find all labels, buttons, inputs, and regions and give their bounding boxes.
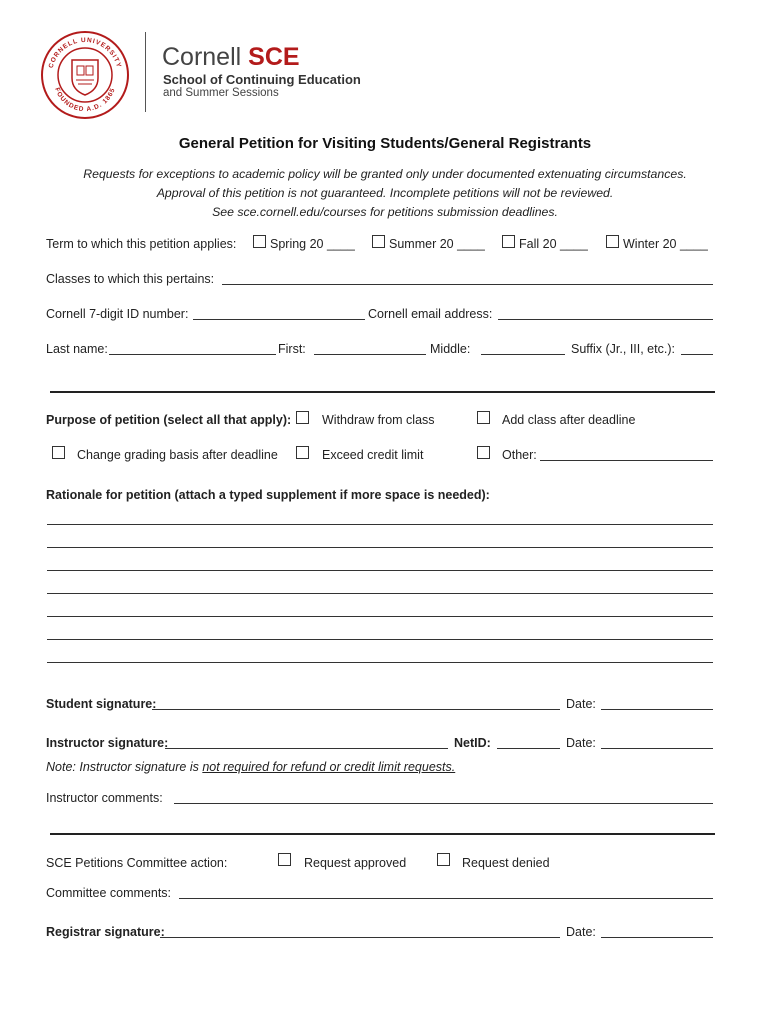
summer-option: Summer 20 ____ — [389, 237, 485, 251]
last-name-field[interactable] — [109, 354, 276, 355]
suffix-field[interactable] — [681, 354, 713, 355]
seal-top-text: CORNELL UNIVERSITY — [47, 36, 123, 69]
email-label: Cornell email address: — [368, 307, 493, 321]
registrar-date-label: Date: — [566, 925, 596, 939]
rationale-line-3[interactable] — [47, 570, 713, 571]
denied-option: Request denied — [462, 856, 550, 870]
spring-option: Spring 20 ____ — [270, 237, 355, 251]
committee-comments-label: Committee comments: — [46, 886, 172, 900]
purpose-label: Purpose of petition (select all that apply): — [46, 413, 292, 427]
form-title: General Petition for Visiting Students/General Registrants — [178, 135, 592, 152]
instructor-date-label: Date: — [566, 736, 596, 750]
committee-comments-field[interactable] — [179, 898, 713, 899]
withdraw-option: Withdraw from class — [322, 413, 435, 427]
instructor-comments-field[interactable] — [174, 803, 713, 804]
credit-limit-checkbox[interactable] — [296, 446, 309, 459]
fall-option: Fall 20 ____ — [519, 237, 588, 251]
withdraw-checkbox[interactable] — [296, 411, 309, 424]
credit-limit-option: Exceed credit limit — [322, 448, 424, 462]
rationale-line-6[interactable] — [47, 639, 713, 640]
instructor-note — [46, 760, 455, 774]
middle-name-field[interactable] — [481, 354, 565, 355]
winter-checkbox[interactable] — [606, 235, 619, 248]
other-option: Other: — [502, 448, 537, 462]
instructor-signature-label: Instructor signature: — [46, 736, 169, 750]
intro-line-1: Requests for exceptions to academic policy will be granted only under documented extenuating circumstances. — [83, 167, 687, 181]
note-prefix: Note: Instructor signature is — [46, 760, 203, 774]
classes-label: Classes to which this pertains: — [46, 272, 215, 286]
brand-wordmark — [162, 44, 300, 70]
school-line: School of Continuing Education — [163, 72, 361, 87]
instructor-date-field[interactable] — [601, 748, 713, 749]
approved-checkbox[interactable] — [278, 853, 291, 866]
rationale-line-7[interactable] — [47, 662, 713, 663]
seal-bottom-text: FOUNDED A.D. 1865 — [53, 86, 117, 114]
section-divider-2 — [50, 833, 715, 835]
netid-label: NetID: — [454, 736, 491, 750]
first-name-field[interactable] — [314, 354, 426, 355]
cornell-seal — [40, 30, 130, 120]
other-field[interactable] — [540, 460, 713, 461]
logo-divider — [145, 32, 146, 112]
rationale-line-5[interactable] — [47, 616, 713, 617]
rationale-line-4[interactable] — [47, 593, 713, 594]
student-signature-label: Student signature: — [46, 697, 157, 711]
rationale-label: Rationale for petition (attach a typed supplement if more space is needed): — [46, 488, 490, 502]
summer-checkbox[interactable] — [372, 235, 385, 248]
instructor-comments-label: Instructor comments: — [46, 791, 163, 805]
middle-name-label: Middle: — [430, 342, 471, 356]
id-field[interactable] — [193, 319, 365, 320]
other-checkbox[interactable] — [477, 446, 490, 459]
section-divider-1 — [50, 391, 715, 393]
instructor-signature-field[interactable] — [165, 748, 448, 749]
registrar-signature-field[interactable] — [160, 937, 560, 938]
rationale-line-1[interactable] — [47, 524, 713, 525]
sub-line: and Summer Sessions — [163, 87, 279, 99]
denied-checkbox[interactable] — [437, 853, 450, 866]
email-field[interactable] — [498, 319, 713, 320]
committee-action-label: SCE Petitions Committee action: — [46, 856, 228, 870]
grading-checkbox[interactable] — [52, 446, 65, 459]
fall-checkbox[interactable] — [502, 235, 515, 248]
intro-line-2: Approval of this petition is not guaranteed. Incomplete petitions will not be reviewed. — [156, 186, 614, 200]
brand-name: Cornell — [162, 43, 242, 71]
classes-field[interactable] — [222, 284, 713, 285]
winter-option: Winter 20 ____ — [623, 237, 708, 251]
term-label: Term to which this petition applies: — [46, 237, 237, 251]
netid-field[interactable] — [497, 748, 560, 749]
registrar-date-field[interactable] — [601, 937, 713, 938]
brand-sce: SCE — [248, 43, 300, 71]
student-date-field[interactable] — [601, 709, 713, 710]
first-name-label: First: — [278, 342, 306, 356]
student-date-label: Date: — [566, 697, 596, 711]
approved-option: Request approved — [304, 856, 407, 870]
id-label: Cornell 7-digit ID number: — [46, 307, 189, 321]
student-signature-field[interactable] — [152, 709, 560, 710]
registrar-signature-label: Registrar signature: — [46, 925, 165, 939]
add-class-option: Add class after deadline — [502, 413, 636, 427]
note-underlined: not required for refund or credit limit requests. — [202, 760, 456, 774]
intro-line-3: See sce.cornell.edu/courses for petitions submission deadlines. — [212, 205, 558, 219]
suffix-label: Suffix (Jr., III, etc.): — [571, 342, 675, 356]
last-name-label: Last name: — [46, 342, 108, 356]
rationale-line-2[interactable] — [47, 547, 713, 548]
add-class-checkbox[interactable] — [477, 411, 490, 424]
spring-checkbox[interactable] — [253, 235, 266, 248]
grading-option: Change grading basis after deadline — [77, 448, 278, 462]
